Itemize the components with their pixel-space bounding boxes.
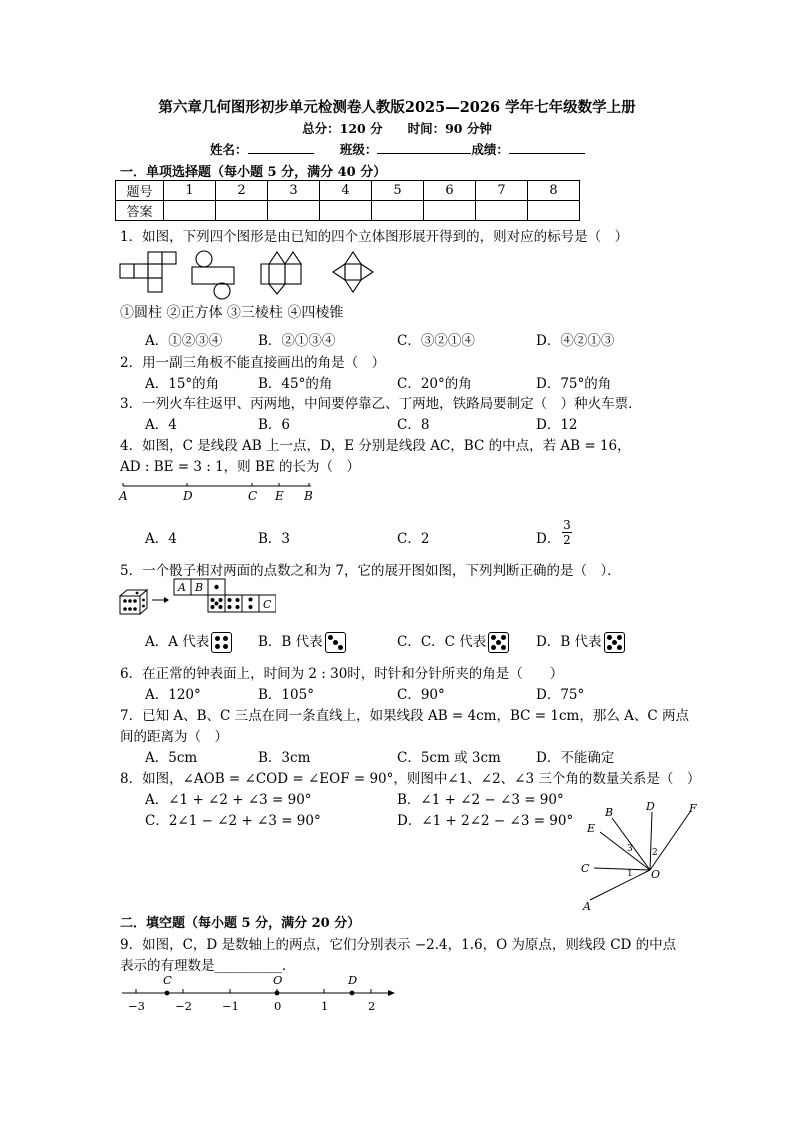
- pyramid-net-icon: [333, 252, 373, 292]
- q4-fraction-3-2: [562, 518, 572, 547]
- q6-option-d[interactable]: D．75°: [536, 687, 585, 703]
- arrow-right-icon: [152, 597, 169, 603]
- table-cell: 2: [216, 181, 268, 201]
- name-label: 姓名：: [210, 142, 248, 157]
- q1-option-a[interactable]: A．①②③④: [145, 333, 223, 349]
- q5-option-a[interactable]: [145, 630, 232, 653]
- q5-option-a-label: A．A 代表: [145, 634, 210, 650]
- point-c-dot: [165, 991, 170, 996]
- q5-option-d[interactable]: [536, 630, 625, 653]
- tick-label: 2: [368, 999, 376, 1013]
- q8-option-a[interactable]: A．∠1 + ∠2 + ∠3 = 90°: [145, 792, 312, 808]
- angle-label-3: 3: [627, 844, 633, 854]
- q7-option-d[interactable]: D．不能确定: [536, 750, 615, 766]
- q8-angle-figure: [576, 798, 706, 914]
- q5-option-b-label: B．B 代表: [258, 634, 323, 650]
- q5-stem: 5．一个骰子相对两面的点数之和为 7，它的展开图如图，下列判断正确的是（ ）．: [120, 563, 621, 579]
- answer-cell[interactable]: [216, 201, 268, 221]
- q6-option-c[interactable]: C．90°: [397, 687, 445, 703]
- q4-segment-figure: [116, 478, 326, 504]
- q5-option-b[interactable]: [258, 630, 346, 653]
- q3-option-b[interactable]: B．6: [258, 417, 291, 433]
- ray-oa: [590, 870, 650, 900]
- section-choice-title: 一．单项选择题（每小题 5 分，满分 40 分）: [120, 165, 387, 180]
- q8-option-b[interactable]: B．∠1 + ∠2 − ∠3 = 90°: [397, 792, 564, 808]
- q1-option-c[interactable]: C．③②①④: [397, 333, 475, 349]
- table-cell: 答案: [116, 201, 164, 221]
- q2-option-c[interactable]: C．20°的角: [397, 376, 472, 392]
- point-label-d: D: [348, 973, 358, 987]
- q7-stem-line1: 7．已知 A、B、C 三点在同一条直线上，如果线段 AB = 4cm，BC = 1cm，那么 A、C 两点: [120, 708, 689, 724]
- q4-option-b[interactable]: B．3: [258, 531, 291, 547]
- q3-stem: 3．一列火车往返甲、丙两地，中间要停靠乙、丁两地，铁路局要制定（ ）种火车票．: [120, 396, 642, 412]
- q2-stem: 2．用一副三角板不能直接画出的角是（ ）: [120, 355, 386, 371]
- score-label: 成绩：: [471, 142, 509, 157]
- q3-option-d[interactable]: D．12: [536, 417, 578, 433]
- tick-label: −3: [128, 999, 145, 1013]
- point-label-e: E: [275, 489, 284, 503]
- q8-stem: 8．如图，∠AOB = ∠COD = ∠EOF = 90°，则图中∠1、∠2、∠3 三个角的数量关系是（ ）: [120, 771, 701, 787]
- score-blank[interactable]: [509, 141, 585, 154]
- point-label-c: C: [163, 973, 172, 987]
- table-cell: 3: [268, 181, 320, 201]
- q7-option-b[interactable]: B．3cm: [258, 750, 311, 766]
- table-cell: 6: [424, 181, 476, 201]
- dice-three-icon: [325, 632, 346, 653]
- section-fill-title: 二．填空题（每小题 5 分，满分 20 分）: [120, 916, 361, 931]
- q8-option-d[interactable]: D．∠1 + 2∠2 − ∠3 = 90°: [397, 813, 574, 829]
- answer-cell[interactable]: [528, 201, 580, 221]
- table-cell: 题号: [116, 181, 164, 201]
- q9-stem-line1: 9．如图，C，D 是数轴上的两点，它们分别表示 −2.4，1.6，O 为原点，则线段 CD 的中点: [120, 937, 677, 953]
- q6-option-a[interactable]: A．120°: [145, 687, 201, 703]
- q6-stem: 6．在正常的钟表面上，时间为 2 : 30时，时针和分针所夹的角是（ ）: [120, 666, 564, 682]
- label-a: A: [583, 900, 591, 913]
- q4-option-a[interactable]: A．4: [145, 531, 177, 547]
- q2-option-b[interactable]: B．45°的角: [258, 376, 333, 392]
- cylinder-net-icon: [192, 251, 234, 299]
- q9-number-line: [116, 970, 406, 1016]
- net-label-c: C: [263, 598, 272, 611]
- answer-cell[interactable]: [424, 201, 476, 221]
- q1-stem: 1．如图，下列四个图形是由已知的四个立体图形展开得到的，则对应的标号是（ ）: [120, 229, 629, 245]
- q2-option-a[interactable]: A．15°的角: [145, 376, 220, 392]
- label-c: C: [581, 862, 590, 875]
- q5-option-c-label: C．C．C 代表: [397, 634, 487, 650]
- table-cell: 5: [372, 181, 424, 201]
- answer-cell[interactable]: [476, 201, 528, 221]
- dice-four-icon: [211, 632, 232, 653]
- q4-option-d[interactable]: D．: [536, 531, 561, 547]
- tick-label: 0: [274, 999, 282, 1013]
- q7-stem-line2: 间的距离为（ ）: [120, 729, 228, 745]
- q3-option-a[interactable]: A．4: [145, 417, 177, 433]
- answer-cell[interactable]: [268, 201, 320, 221]
- angle-label-1: 1: [627, 869, 633, 879]
- q4-option-c[interactable]: C．2: [397, 531, 430, 547]
- label-o: O: [651, 868, 661, 881]
- dice-five-icon: [604, 632, 625, 653]
- point-label-c: C: [248, 489, 258, 503]
- axis-arrow-icon: [388, 990, 395, 996]
- answer-cell[interactable]: [320, 201, 372, 221]
- label-d: D: [646, 800, 655, 813]
- ray-oe: [600, 832, 650, 870]
- point-label-b: B: [304, 489, 313, 503]
- class-label: 班级：: [339, 142, 378, 157]
- q5-option-c[interactable]: [397, 630, 509, 653]
- name-blank[interactable]: [248, 141, 314, 154]
- table-cell: 1: [164, 181, 216, 201]
- q9-stem-line2: 表示的有理数是__________．: [120, 958, 296, 974]
- fraction-numerator: 3: [563, 518, 571, 532]
- point-label-a: A: [119, 489, 128, 503]
- q3-option-c[interactable]: C．8: [397, 417, 430, 433]
- label-e: E: [587, 822, 596, 835]
- table-cell: 7: [476, 181, 528, 201]
- point-label-d: D: [183, 489, 193, 503]
- net-label-a: A: [178, 581, 186, 594]
- table-row: [116, 181, 580, 201]
- angle-label-2: 2: [652, 848, 658, 858]
- ray-od: [650, 812, 652, 870]
- ray-oc: [594, 868, 650, 870]
- label-f: F: [689, 802, 697, 815]
- q1-option-d[interactable]: D．④②①③: [536, 333, 615, 349]
- dice-net: [174, 579, 276, 612]
- q1-figure-labels: ①圆柱 ②正方体 ③三棱柱 ④四棱锥: [120, 305, 344, 321]
- prism-net-icon: [261, 252, 301, 294]
- answer-cell[interactable]: [164, 201, 216, 221]
- answer-cell[interactable]: [372, 201, 424, 221]
- q7-option-a[interactable]: A．5cm: [145, 750, 198, 766]
- page-title: 第六章几何图形初步单元检测卷人教版2025—2026 学年七年级数学上册: [158, 99, 636, 116]
- q1-nets-figure: [116, 250, 396, 300]
- ray-of: [650, 812, 690, 870]
- student-info-row: [210, 140, 585, 158]
- q5-option-d-label: D．B 代表: [536, 634, 602, 650]
- class-blank[interactable]: [377, 141, 471, 154]
- pip: [214, 585, 218, 589]
- q2-option-d[interactable]: D．75°的角: [536, 376, 612, 392]
- fraction-denominator: 2: [563, 533, 571, 547]
- q6-option-b[interactable]: B．105°: [258, 687, 314, 703]
- tick-label: 1: [321, 999, 329, 1013]
- q1-option-b[interactable]: B．②①③④: [258, 333, 336, 349]
- net-label-b: B: [195, 581, 204, 594]
- point-label-o: O: [273, 973, 283, 987]
- answer-table: [115, 180, 580, 221]
- q4-stem-line2: AD : BE = 3 : 1，则 BE 的长为（ ）: [120, 459, 361, 475]
- tick-label: −2: [175, 999, 192, 1013]
- table-row: [116, 201, 580, 221]
- cube-net-icon: [120, 252, 176, 292]
- q4-stem-line1: 4．如图，C 是线段 AB 上一点，D，E 分别是线段 AC，BC 的中点，若 AB = 16，: [120, 438, 631, 454]
- q8-option-c[interactable]: C．2∠1 − ∠2 + ∠3 = 90°: [145, 813, 321, 829]
- table-cell: 8: [528, 181, 580, 201]
- point-o-dot: [275, 991, 280, 996]
- dice-five-icon: [488, 632, 509, 653]
- table-cell: 4: [320, 181, 372, 201]
- exam-meta: 总分：120 分 时间：90 分钟: [302, 121, 492, 136]
- point-d-dot: [350, 991, 355, 996]
- dice-3d-icon: [120, 590, 147, 614]
- q7-option-c[interactable]: C．5cm 或 3cm: [397, 750, 501, 766]
- label-b: B: [605, 806, 614, 819]
- q5-dice-figure: [116, 576, 276, 616]
- tick-label: −1: [222, 999, 239, 1013]
